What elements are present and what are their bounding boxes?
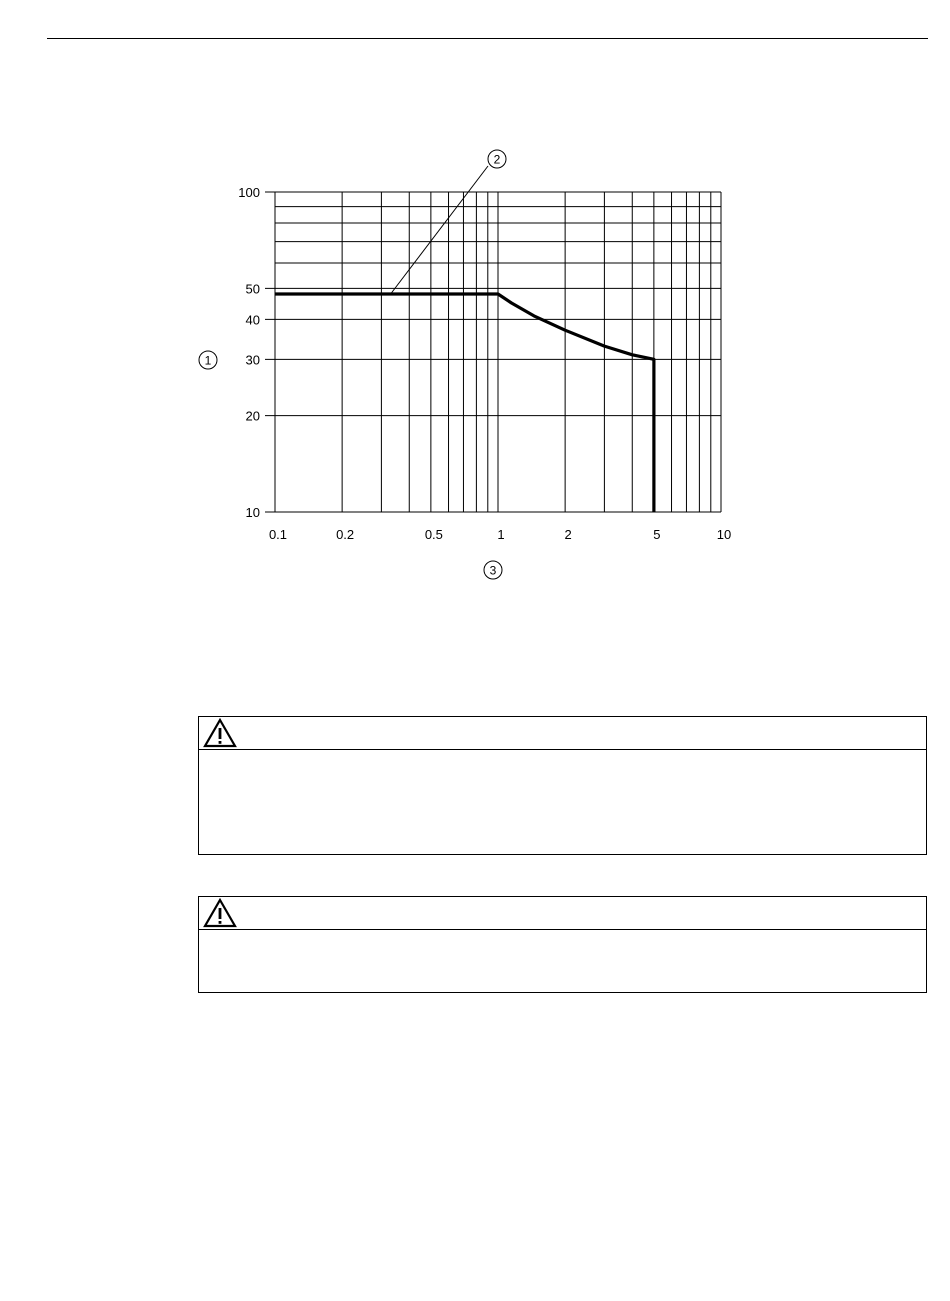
callout-number: 1 [204,353,212,368]
y-tick-label: 40 [245,312,260,328]
y-tick-label: 50 [245,281,260,297]
callout-leader-line [391,166,488,294]
y-axis-callout [199,351,217,369]
x-tick-label: 10 [716,527,732,542]
y-tick-label: 10 [245,505,260,520]
warning-box-1 [198,716,927,855]
warning-triangle-icon [203,718,237,748]
series-callout [488,150,506,168]
warning-triangle-icon [203,898,237,928]
x-tick-label: 0.2 [336,527,355,542]
y-tick-label: 100 [238,185,260,200]
warning-header [199,717,926,750]
derating-chart [0,0,950,620]
chart-series [275,294,654,512]
x-tick-label: 0.1 [268,527,288,542]
x-axis-callout [484,561,502,579]
warning-header [199,897,926,930]
x-tick-label: 2 [564,527,572,542]
x-tick-label: 0.5 [424,527,443,542]
x-tick-label: 1 [497,527,505,542]
callout-number: 2 [493,152,501,167]
y-tick-label: 20 [245,408,260,424]
series-line-curve [275,294,654,512]
y-tick-label: 30 [245,352,260,368]
callout-number: 3 [489,563,497,578]
chart-ticks [238,185,731,542]
x-tick-label: 5 [653,527,661,542]
warning-box-2 [198,896,927,993]
